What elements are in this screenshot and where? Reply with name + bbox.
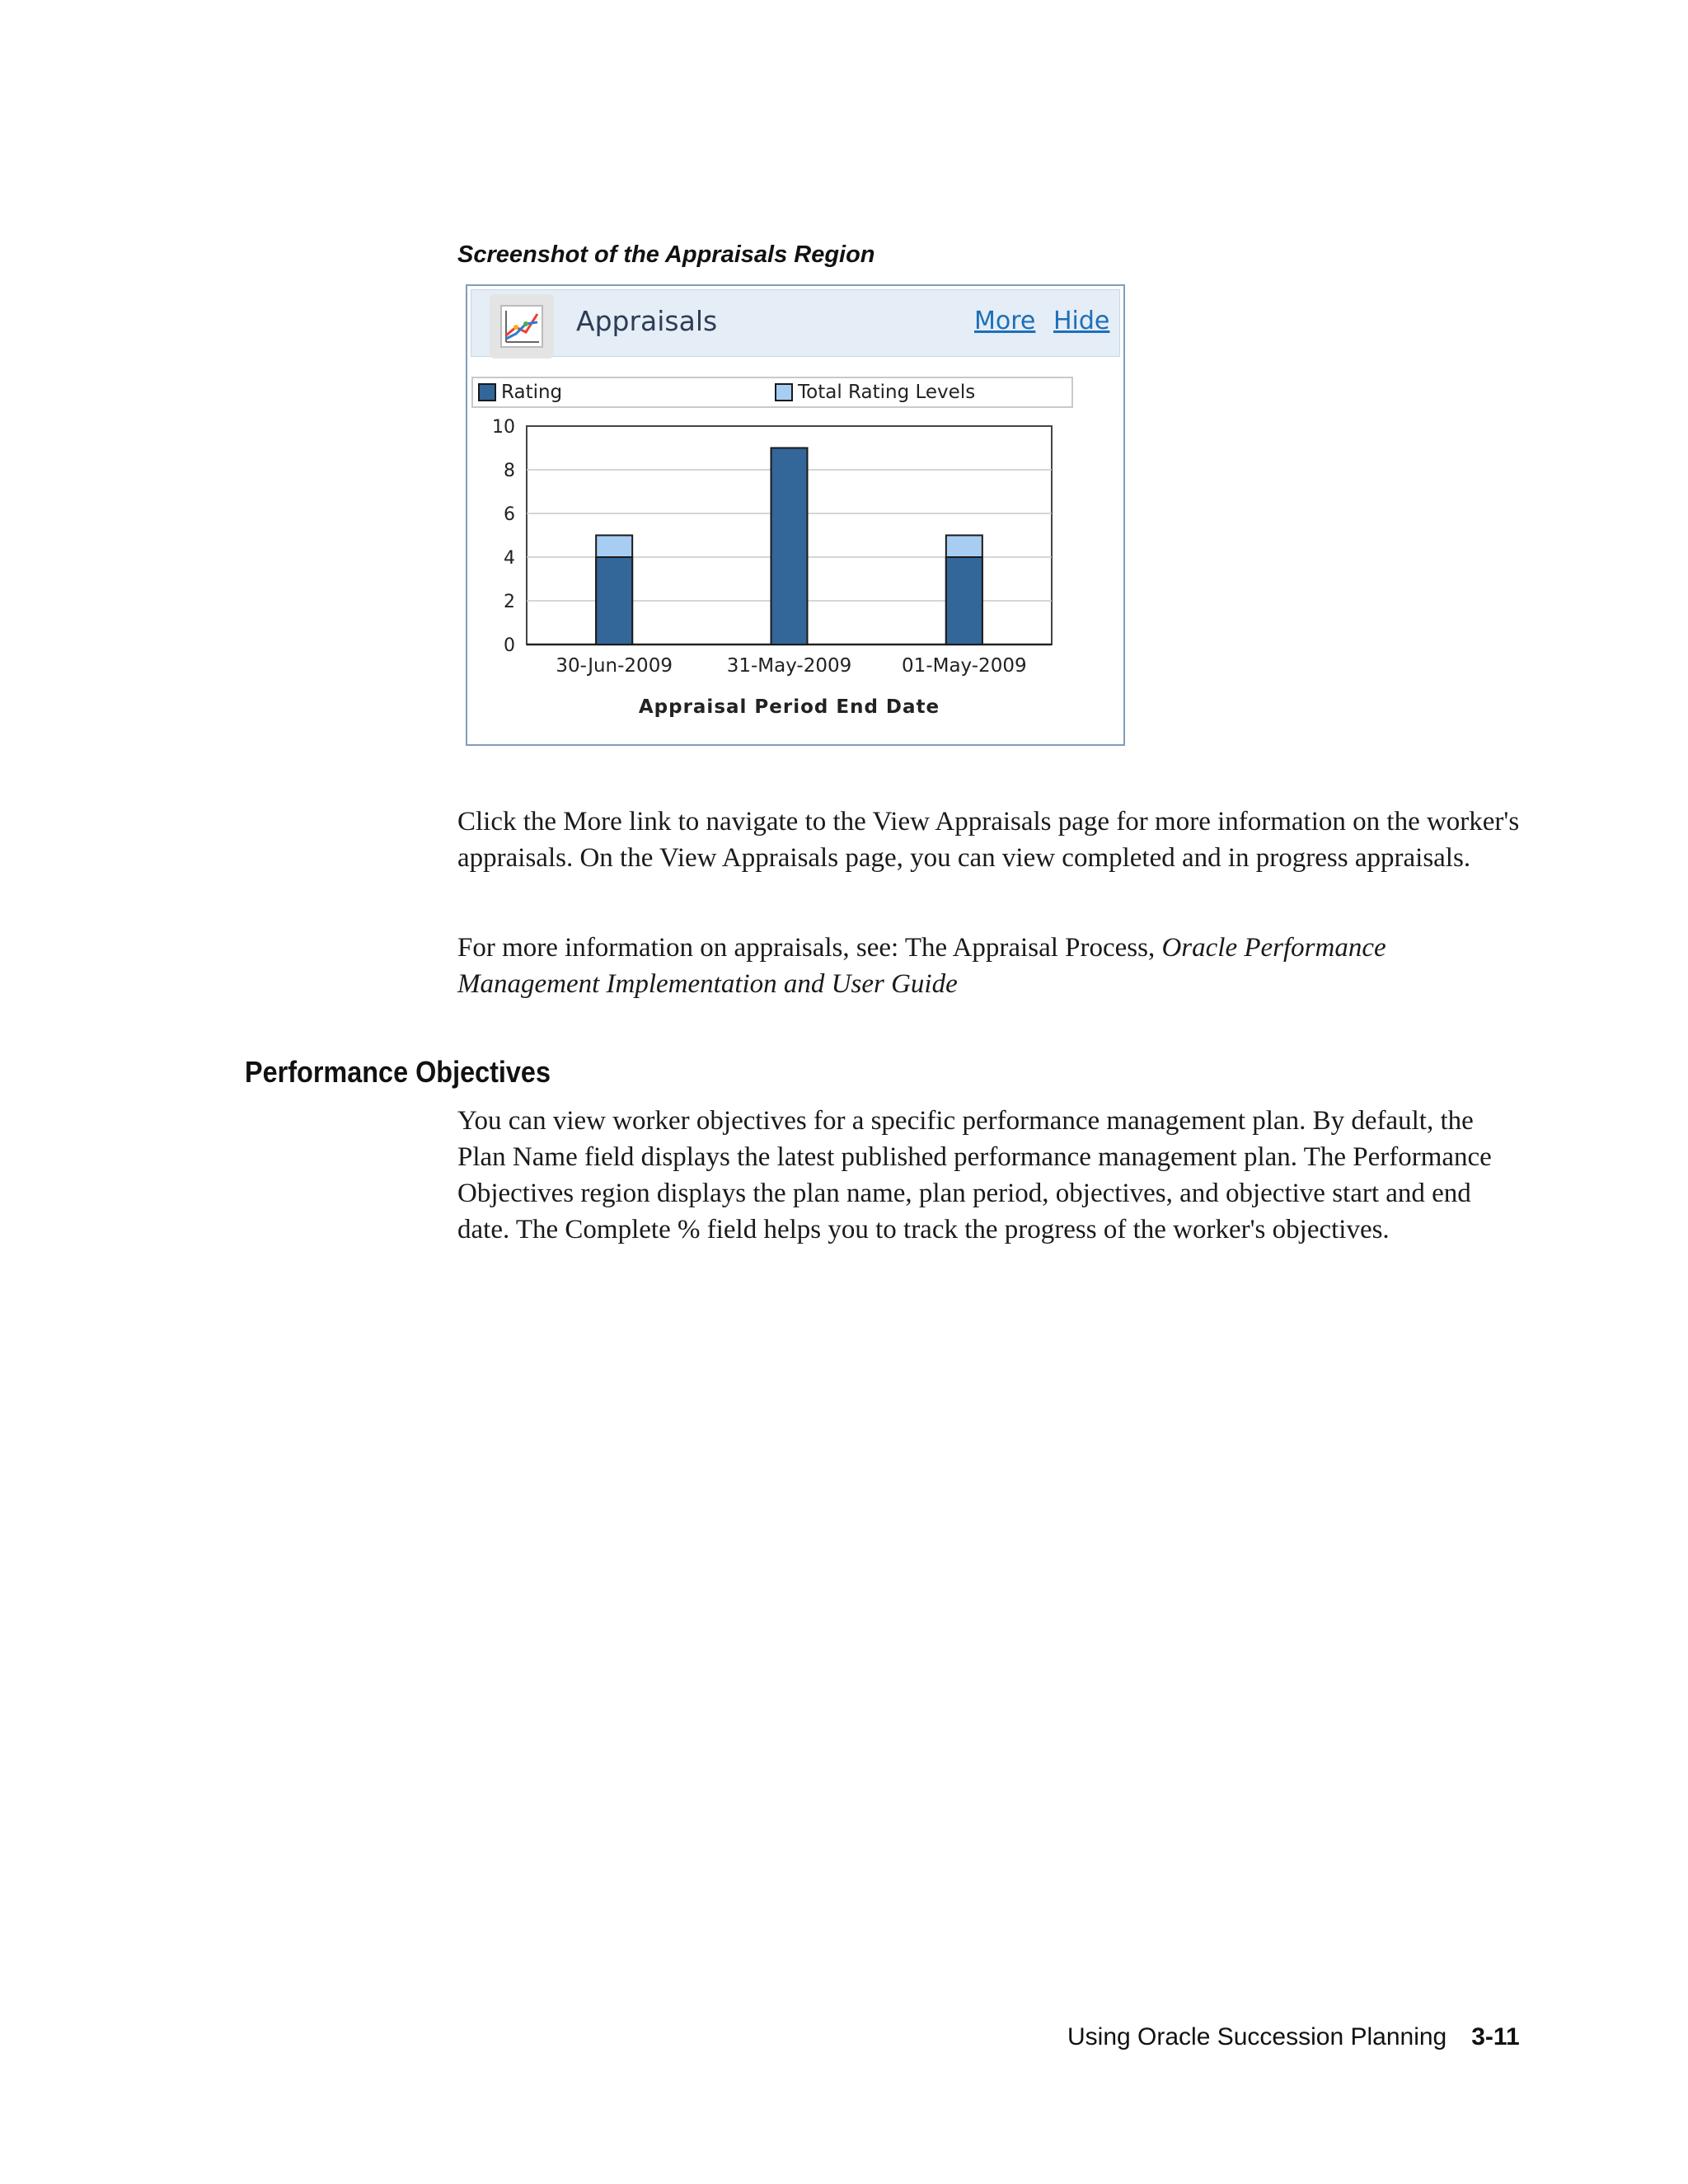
hide-link[interactable]: Hide [1053, 307, 1110, 335]
footer-title: Using Oracle Succession Planning [1067, 2023, 1447, 2050]
legend-item-total-rating-levels [775, 380, 975, 405]
x-tick-label: 31-May-2009 [726, 655, 852, 677]
bar-rating [946, 557, 982, 644]
region-title: Appraisals [576, 305, 718, 337]
appraisal-chart-icon [490, 294, 554, 359]
x-axis-title: Appraisal Period End Date [638, 696, 940, 718]
y-tick-label: 0 [504, 635, 515, 656]
paragraph-more-info-text: For more information on appraisals, see: The Appraisal Process, [457, 933, 1162, 963]
legend-label-total-rating-levels: Total Rating Levels [798, 382, 976, 403]
chart-legend [471, 377, 1073, 408]
page-number: 3-11 [1471, 2023, 1520, 2050]
paragraph-more-info [457, 930, 1521, 1002]
y-tick-label: 2 [504, 592, 515, 612]
page-footer [1067, 2023, 1520, 2051]
y-tick-label: 10 [492, 417, 515, 438]
bar-rating [771, 448, 808, 645]
paragraph-more-link: Click the More link to navigate to the View Appraisals page for more information on the worker's appraisals. On the View Appraisals page, you can view completed and in progress appraisals. [457, 807, 1520, 873]
region-header [471, 289, 1120, 357]
more-link[interactable]: More [974, 307, 1036, 335]
legend-swatch-rating [478, 383, 496, 401]
x-tick-label: 01-May-2009 [902, 655, 1027, 677]
legend-swatch-total-rating-levels [775, 383, 793, 401]
bar-rating [596, 557, 632, 644]
legend-item-rating [478, 380, 562, 405]
y-tick-label: 6 [504, 504, 515, 525]
section-heading: Performance Objectives [245, 1055, 551, 1089]
figure-caption: Screenshot of the Appraisals Region [457, 241, 875, 268]
legend-label-rating: Rating [501, 382, 563, 403]
y-tick-label: 4 [504, 548, 515, 569]
y-tick-label: 8 [504, 461, 515, 481]
appraisals-region [466, 284, 1125, 746]
x-tick-label: 30-Jun-2009 [556, 655, 673, 677]
bar-chart [467, 410, 1123, 739]
paragraph-performance-objectives: You can view worker objectives for a specific performance management plan. By default, the Plan Name field displays the latest published performance management plan. The Performance Objectives region displays the plan name, plan period, objectives, and objective start and end date. The Complete % field helps you to track the progress of the worker's objectives. [457, 1106, 1492, 1244]
guide-title: Oracle Performance Management Implementation and User Guide [457, 933, 1386, 999]
